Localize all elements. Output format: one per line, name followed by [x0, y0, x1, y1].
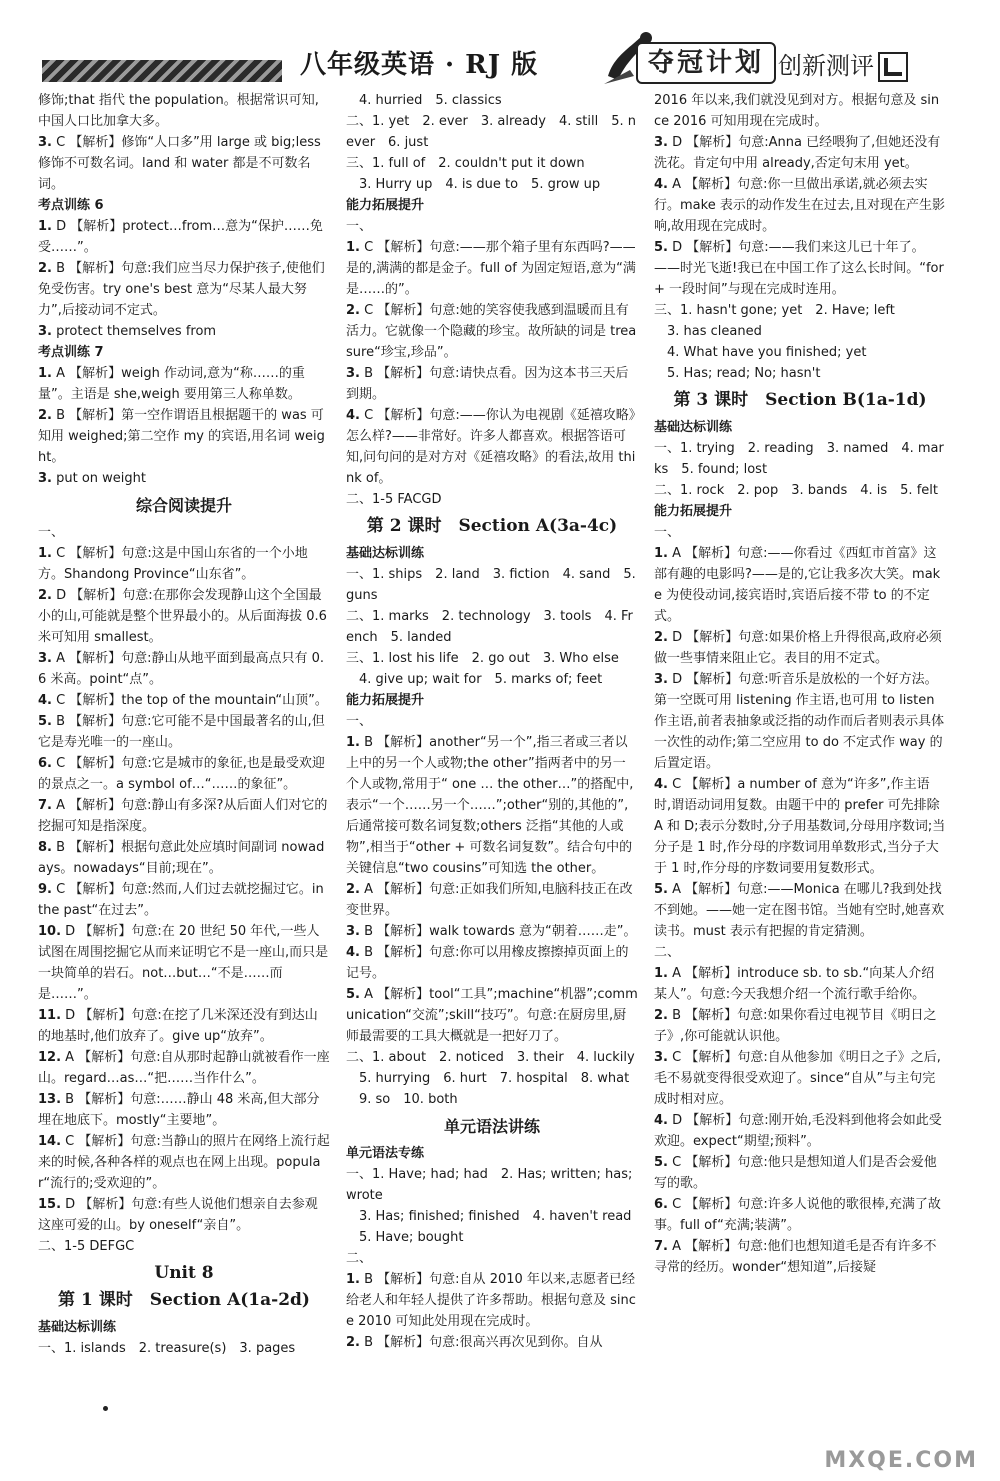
- answer-item: [346, 648, 638, 669]
- answer-text: 二、1-5 FACGD: [346, 492, 442, 507]
- answer-text: C 【解析】句意:——你认为电视剧《延禧攻略》怎么样?——非常好。许多人都喜欢。根据答语可知,问句问的是对方对《延禧攻略》的看法,故用 think of。: [346, 408, 636, 486]
- column-middle: [346, 90, 638, 1353]
- question-number: 4.: [38, 693, 52, 708]
- question-number: 2.: [38, 588, 52, 603]
- series-mark-icon: [878, 52, 908, 82]
- answer-text: A 【解析】tool“工具”;machine“机器”;communication“交流”;skill“技巧”。句意:在厨房里,厨师最需要的工具大概就是一把好刀了。: [346, 987, 638, 1044]
- answer-item: [346, 1332, 638, 1353]
- answer-text: A 【解析】句意:正如我们所知,电脑科技正在改变世界。: [346, 882, 633, 918]
- answer-text: B 【解析】another“另一个”,指三者或三者以上中的另一个人或物;the other”指两者中的另一个人或物,常用于“ one … the other…”的搭配中,表示“一个……另一个……”;other“别的,其他的”,后通常接可数名词复数;others 泛指“其他的人或物”,相当于“other + 可数名词复数”。结合句中的关键信息“two cousins”可知选 the other。: [346, 735, 634, 876]
- answer-item: [654, 438, 946, 480]
- section-heading: 综合阅读提升: [135, 496, 232, 515]
- answer-item: [346, 1068, 638, 1089]
- answer-text: 三、1. hasn't gone; yet 2. Have; left: [654, 303, 895, 318]
- answer-item: [38, 1089, 330, 1131]
- answer-item: [346, 405, 638, 489]
- answer-item: [346, 174, 638, 195]
- answer-item: [654, 321, 946, 342]
- answer-text: A 【解析】句意:他们也想知道毛是否有许多不寻常的经历。wonder“想知道”,后接疑: [654, 1239, 937, 1275]
- answer-text: B 【解析】walk towards 意为“朝着……走”。: [364, 924, 637, 939]
- answer-item: [38, 879, 330, 921]
- answer-text: 一、: [654, 525, 681, 540]
- answer-item: [38, 1131, 330, 1194]
- answer-text: 二、1-5 DEFGC: [38, 1239, 135, 1254]
- answer-text: D 【解析】句意:如果价格上升得很高,政府必须做一些事情来阻止它。表目的用不定式。: [654, 630, 942, 666]
- answer-text: 3. has cleaned: [654, 324, 762, 339]
- subsection-heading: 单元语法专练: [346, 1146, 425, 1161]
- answer-item: [38, 405, 330, 468]
- answer-text: B 【解析】句意:……静山 48 米高,但大部分埋在地底下。mostly“主要地”。: [38, 1092, 320, 1128]
- answer-item: [38, 543, 330, 585]
- question-number: 9.: [38, 882, 52, 897]
- question-number: 2.: [38, 261, 52, 276]
- answer-item: [346, 1206, 638, 1227]
- question-number: 4.: [346, 945, 360, 960]
- answer-item: [346, 1164, 638, 1206]
- question-number: 5.: [346, 987, 360, 1002]
- answer-text: C 【解析】修饰“人口多”用 large 或 big;less 修饰不可数名词。land 和 water 都是不可数名词。: [38, 135, 321, 192]
- answer-text: 二、1. about 2. noticed 3. their 4. luckily: [346, 1050, 635, 1065]
- question-number: 4.: [654, 177, 668, 192]
- answer-text: D 【解析】句意:在 20 世纪 50 年代,一些人试图在周围挖掘它从而来证明它不是一座山,而只是一块简单的岩石。not…but…“不是……而是……”。: [38, 924, 329, 1002]
- answer-text: 4. give up; wait for 5. marks of; feet: [346, 672, 603, 687]
- answer-item: [38, 753, 330, 795]
- question-number: 4.: [654, 777, 668, 792]
- answer-item: [654, 1152, 946, 1194]
- answer-item: [38, 1236, 330, 1257]
- question-number: 5.: [38, 714, 52, 729]
- answer-text: A 【解析】句意:自从那时起静山就被看作一座山。regard…as…“把……当作什么”。: [38, 1050, 330, 1086]
- answer-item: [38, 690, 330, 711]
- answer-text: D 【解析】句意:听音乐是放松的一个好方法。第一空既可用 listening 作主语,也可用 to listen 作主语,前者表抽象或泛指的动作而后者则表示具体一次性的动作;第二空应用 to do 不定式作 way 的后置定语。: [654, 672, 945, 771]
- question-number: 1.: [38, 366, 52, 381]
- answer-item: [654, 1110, 946, 1152]
- answer-item: [346, 90, 638, 111]
- answer-item: [38, 1194, 330, 1236]
- question-number: 3.: [654, 672, 668, 687]
- question-number: 5.: [654, 882, 668, 897]
- answer-text: C 【解析】句意:他只是想知道人们是否会爱他写的歌。: [654, 1155, 937, 1191]
- answer-text: 5. hurrying 6. hurt 7. hospital 8. what: [346, 1071, 630, 1086]
- answer-item: [38, 468, 330, 489]
- answer-item: [654, 942, 946, 963]
- answer-item: [346, 1248, 638, 1269]
- question-number: 3.: [38, 324, 52, 339]
- answer-text: 二、: [346, 1251, 373, 1266]
- answer-text: C 【解析】句意:她的笑容使我感到温暖而且有活力。它就像一个隐藏的珍宝。故所缺的词是 treasure“珍宝,珍品”。: [346, 303, 637, 360]
- answer-text: C 【解析】句意:——那个箱子里有东西吗?——是的,满满的都是金子。full of 为固定短语,意为“满是……的”。: [346, 240, 636, 297]
- answer-item: [38, 522, 330, 543]
- question-number: 1.: [654, 966, 668, 981]
- answer-text: B 【解析】句意:请快点看。因为这本书三天后到期。: [346, 366, 629, 402]
- answer-text: 3. Hurry up 4. is due to 5. grow up: [346, 177, 601, 192]
- answer-item: [654, 132, 946, 174]
- question-number: 4.: [346, 408, 360, 423]
- answer-item: [346, 711, 638, 732]
- answer-item: [346, 1227, 638, 1248]
- answer-text: 4. hurried 5. classics: [346, 93, 502, 108]
- section-heading: 单元语法讲练: [443, 1117, 540, 1136]
- answer-text: B 【解析】句意:自从 2010 年以来,志愿者已经给老人和年轻人提供了许多帮助。根据句意及 since 2010 可知此处用现在完成时。: [346, 1272, 636, 1329]
- answer-item: [654, 1194, 946, 1236]
- subsection-heading: 基础达标训练: [654, 420, 733, 435]
- answer-item: [654, 1047, 946, 1110]
- answer-text: D 【解析】protect…from…意为“保护……免受……”。: [38, 219, 323, 255]
- answer-item: [38, 711, 330, 753]
- answer-text: A 【解析】weigh 作动词,意为“称……的重量”。主语是 she,weigh 要用第三人称单数。: [38, 366, 305, 402]
- answer-text: C 【解析】句意:这是中国山东省的一个小地方。Shandong Province“山东省”。: [38, 546, 308, 582]
- question-number: 1.: [346, 240, 360, 255]
- question-number: 7.: [654, 1239, 668, 1254]
- lesson-heading: Unit 8: [154, 1263, 214, 1283]
- answer-text: 4. What have you finished; yet: [654, 345, 867, 360]
- answer-item: [654, 174, 946, 237]
- answer-text: 二、1. rock 2. pop 3. bands 4. is 5. felt: [654, 483, 938, 498]
- answer-item: [654, 363, 946, 384]
- question-number: 5.: [654, 1155, 668, 1170]
- answer-item: [346, 237, 638, 300]
- answer-item: [654, 627, 946, 669]
- answer-item: [654, 879, 946, 942]
- answer-item: [346, 1047, 638, 1068]
- question-number: 1.: [346, 1272, 360, 1287]
- answer-text: 9. so 10. both: [346, 1092, 458, 1107]
- question-number: 2.: [346, 1335, 360, 1350]
- question-number: 4.: [654, 1113, 668, 1128]
- answer-text: A 【解析】句意:你一旦做出承诺,就必须去实行。make 表示的动作发生在过去,且对现在产生影响,故用现在完成时。: [654, 177, 945, 234]
- answer-text: B 【解析】句意:它可能不是中国最著名的山,但它是寿光唯一的一座山。: [38, 714, 325, 750]
- answer-text: B 【解析】句意:如果你看过电视节目《明日之子》,你可能就认识他。: [654, 1008, 937, 1044]
- answer-item: [38, 132, 330, 195]
- question-number: 3.: [38, 135, 52, 150]
- answer-text: 3. Has; finished; finished 4. haven't read: [346, 1209, 632, 1224]
- question-number: 1.: [38, 219, 52, 234]
- answer-text: 一、: [346, 714, 373, 729]
- subsection-heading: 考点训练 7: [38, 345, 104, 360]
- answer-text: 一、: [38, 525, 65, 540]
- page-dot-mark: [103, 1406, 108, 1411]
- answer-item: [654, 774, 946, 879]
- question-number: 1.: [38, 546, 52, 561]
- series-subtitle: [778, 46, 908, 82]
- lesson-heading: 第 3 课时 Section B(1a-1d): [673, 390, 927, 410]
- answer-item: [346, 732, 638, 879]
- answer-item: [38, 585, 330, 648]
- answer-item: [346, 489, 638, 510]
- answer-item: [38, 321, 330, 342]
- subsection-heading: 能力拓展提升: [346, 198, 425, 213]
- answer-text: C 【解析】the top of the mountain“山顶”。: [56, 693, 328, 708]
- question-number: 1.: [654, 546, 668, 561]
- answer-item: [38, 1047, 330, 1089]
- answer-item: [38, 1005, 330, 1047]
- subsection-heading: 基础达标训练: [346, 546, 425, 561]
- watermark-text: MXQE.COM: [824, 1448, 978, 1473]
- answer-item: [346, 879, 638, 921]
- answer-text: put on weight: [56, 471, 147, 486]
- question-number: 3.: [654, 1050, 668, 1065]
- question-number: 7.: [38, 798, 52, 813]
- answer-text: B 【解析】第一空作谓语且根据题干的 was 可知用 weighed;第二空作 my 的宾语,用名词 weight。: [38, 408, 325, 465]
- answer-text: 二、: [654, 945, 681, 960]
- answer-text: 三、1. lost his life 2. go out 3. Who else: [346, 651, 619, 666]
- answer-text: B 【解析】句意:我们应当尽力保护孩子,使他们免受伤害。try one's best 意为“尽某人最大努力”,后接动词不定式。: [38, 261, 325, 318]
- answer-item: [346, 606, 638, 648]
- answer-text: C 【解析】句意:许多人说他的歌很棒,充满了故事。full of“充满;装满”。: [654, 1197, 941, 1233]
- answer-text: B 【解析】句意:你可以用橡皮擦擦掉页面上的记号。: [346, 945, 629, 981]
- column-left: [38, 90, 330, 1359]
- answer-text: C 【解析】句意:自从他参加《明日之子》之后,毛不易就变得很受欢迎了。since“自从”与主句完成时相对应。: [654, 1050, 941, 1107]
- answer-text: 5. Has; read; No; hasn't: [654, 366, 821, 381]
- answer-text: 一、1. islands 2. treasure(s) 3. pages: [38, 1341, 296, 1356]
- answer-item: [346, 363, 638, 405]
- answer-item: [38, 648, 330, 690]
- answer-text: C 【解析】句意:当静山的照片在网络上流行起来的时候,各种各样的观点也在网上出现。popular“流行的;受欢迎的”。: [38, 1134, 330, 1191]
- answer-text: D 【解析】句意:有些人说他们想亲自去参观这座可爱的山。by oneself“亲自”。: [38, 1197, 318, 1233]
- column-right: [654, 90, 946, 1278]
- answer-item: [38, 837, 330, 879]
- answer-item: [346, 984, 638, 1047]
- answer-text: C 【解析】a number of 意为“许多”,作主语时,谓语动词用复数。由题干中的 prefer 可先排除 A 和 D;表示分数时,分子用基数词,分母用序数词;当分子是 1 时,作分母的序数词用单数形式,当分子大于 1 时,作分母的序数词要用复数形式。: [654, 777, 946, 876]
- answer-item: [38, 795, 330, 837]
- question-number: 6.: [38, 756, 52, 771]
- answer-item: [654, 669, 946, 774]
- answer-text: 一、1. trying 2. reading 3. named 4. marks 5. found; lost: [654, 441, 944, 477]
- answer-text: 修饰;that 指代 the population。根据常识可知,中国人口比加拿大多。: [38, 93, 319, 129]
- answer-item: [346, 111, 638, 153]
- question-number: 2.: [346, 882, 360, 897]
- question-number: 6.: [654, 1197, 668, 1212]
- question-number: 11.: [38, 1008, 62, 1023]
- question-number: 13.: [38, 1092, 62, 1107]
- answer-item: [654, 300, 946, 321]
- answer-item: [654, 1236, 946, 1278]
- answer-item: [346, 669, 638, 690]
- answer-text: 三、1. full of 2. couldn't put it down: [346, 156, 585, 171]
- answer-item: [38, 90, 330, 132]
- question-number: 2.: [654, 1008, 668, 1023]
- lesson-heading: 第 2 课时 Section A(3a-4c): [366, 516, 618, 536]
- answer-item: [654, 1005, 946, 1047]
- subsection-heading: 考点训练 6: [38, 198, 104, 213]
- answer-item: [654, 963, 946, 1005]
- answer-text: 一、1. Have; had; had 2. Has; written; has; wrote: [346, 1167, 633, 1203]
- answer-text: D 【解析】句意:在那你会发现静山这个全国最小的山,可能就是整个世界最小的。从后面海拔 0.6 米可知用 smallest。: [38, 588, 327, 645]
- answer-item: [654, 480, 946, 501]
- answer-text: 一、1. ships 2. land 3. fiction 4. sand 5. guns: [346, 567, 636, 603]
- answer-text: A 【解析】句意:——Monica 在哪儿?我到处找不到她。——她一定在图书馆。当她有空时,她喜欢读书。must 表示有把握的肯定猜测。: [654, 882, 945, 939]
- answer-item: [654, 237, 946, 300]
- question-number: 2.: [654, 630, 668, 645]
- series-subtitle-text: 创新测评: [778, 52, 874, 80]
- question-number: 3.: [346, 366, 360, 381]
- question-number: 3.: [654, 135, 668, 150]
- question-number: 3.: [38, 471, 52, 486]
- answer-text: 5. Have; bought: [346, 1230, 464, 1245]
- answer-text: 二、1. yet 2. ever 3. already 4. still 5. never 6. just: [346, 114, 636, 150]
- answer-text: B 【解析】根据句意此处应填时间副词 nowadays。nowadays“目前;现在”。: [38, 840, 325, 876]
- subsection-heading: 能力拓展提升: [346, 693, 425, 708]
- question-number: 10.: [38, 924, 62, 939]
- answer-text: 2016 年以来,我们就没见到对方。根据句意及 since 2016 可知用现在完成时。: [654, 93, 940, 129]
- brand-logo: 夺冠计划: [636, 42, 776, 84]
- answer-item: [38, 216, 330, 258]
- question-number: 12.: [38, 1050, 62, 1065]
- subsection-heading: 基础达标训练: [38, 1320, 117, 1335]
- answer-item: [346, 921, 638, 942]
- answer-columns: [0, 90, 1000, 1390]
- answer-item: [346, 564, 638, 606]
- answer-text: 二、1. marks 2. technology 3. tools 4. French 5. landed: [346, 609, 633, 645]
- answer-text: B 【解析】句意:很高兴再次见到你。自从: [364, 1335, 603, 1350]
- question-number: 8.: [38, 840, 52, 855]
- answer-text: A 【解析】句意:——你看过《西虹市首富》这部有趣的电影吗?——是的,它让我多次大笑。make 为使役动词,接宾语时,宾语后接不带 to 的不定式。: [654, 546, 941, 624]
- question-number: 5.: [654, 240, 668, 255]
- answer-item: [654, 90, 946, 132]
- answer-item: [346, 300, 638, 363]
- question-number: 3.: [346, 924, 360, 939]
- answer-item: [346, 216, 638, 237]
- answer-item: [654, 543, 946, 627]
- answer-item: [346, 153, 638, 174]
- question-number: 2.: [38, 408, 52, 423]
- question-number: 3.: [38, 651, 52, 666]
- header-stripe-decoration: [42, 60, 282, 82]
- answer-item: [346, 1089, 638, 1110]
- answer-item: [346, 942, 638, 984]
- answer-item: [346, 1269, 638, 1332]
- answer-text: D 【解析】句意:Anna 已经喂狗了,但她还没有洗花。肯定句中用 already,否定句末用 yet。: [654, 135, 941, 171]
- question-number: 2.: [346, 303, 360, 318]
- subsection-heading: 能力拓展提升: [654, 504, 733, 519]
- answer-text: D 【解析】句意:——我们来这儿已十年了。——时光飞逝!我已在中国工作了这么长时间。“for + 一段时间”与现在完成时连用。: [654, 240, 944, 297]
- page-header: [0, 0, 1000, 92]
- answer-item: [38, 258, 330, 321]
- answer-text: A 【解析】句意:静山有多深?从后面人们对它的挖掘可知是指深度。: [38, 798, 328, 834]
- question-number: 15.: [38, 1197, 62, 1212]
- answer-text: C 【解析】句意:然而,人们过去就挖掘过它。in the past“在过去”。: [38, 882, 324, 918]
- answer-text: D 【解析】句意:刚开始,毛没料到他将会如此受欢迎。expect“期望;预料”。: [654, 1113, 942, 1149]
- answer-item: [38, 363, 330, 405]
- book-title: 八年级英语 · RJ 版: [300, 50, 539, 80]
- answer-text: D 【解析】句意:在挖了几米深还没有到达山的地基时,他们放弃了。give up“放弃”。: [38, 1008, 318, 1044]
- answer-text: C 【解析】句意:它是城市的象征,也是最受欢迎的景点之一。a symbol of…“……的象征”。: [38, 756, 325, 792]
- question-number: 1.: [346, 735, 360, 750]
- answer-text: A 【解析】introduce sb. to sb.“向某人介绍某人”。句意:今天我想介绍一个流行歌手给你。: [654, 966, 935, 1002]
- answer-text: 一、: [346, 219, 373, 234]
- answer-text: A 【解析】句意:静山从地平面到最高点只有 0.6 米高。point“点”。: [38, 651, 325, 687]
- answer-item: [38, 1338, 330, 1359]
- lesson-heading: 第 1 课时 Section A(1a-2d): [58, 1290, 310, 1310]
- answer-item: [38, 921, 330, 1005]
- answer-item: [654, 522, 946, 543]
- question-number: 14.: [38, 1134, 62, 1149]
- answer-text: protect themselves from: [56, 324, 217, 339]
- answer-item: [654, 342, 946, 363]
